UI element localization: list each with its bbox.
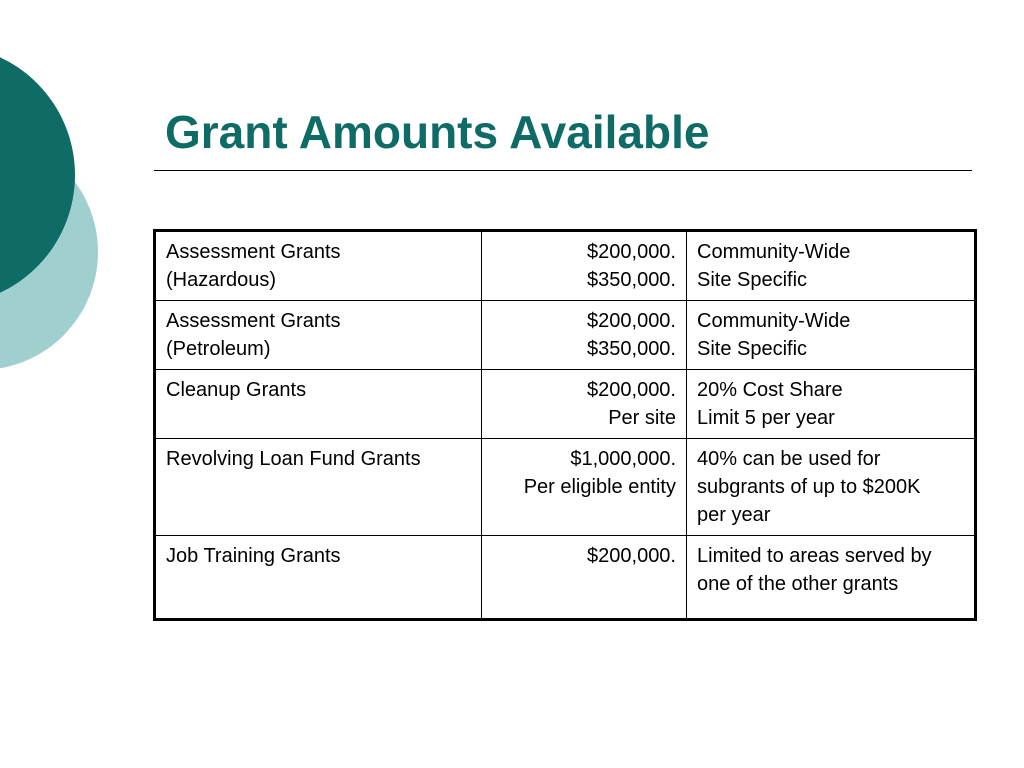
grant-amounts-table — [153, 229, 977, 621]
grant-name-cell — [155, 439, 482, 536]
grant-note-line: per year — [697, 504, 771, 526]
grant-amount-line: $1,000,000. — [570, 448, 676, 470]
grant-note-line: subgrants of up to $200K — [697, 476, 921, 498]
grant-amount-line: $200,000. — [587, 310, 676, 332]
grant-amount-line: $200,000. — [587, 545, 676, 567]
grant-amount-cell — [482, 231, 687, 301]
grant-note-line: Community-Wide — [697, 310, 851, 332]
grant-note-cell — [687, 536, 976, 620]
grant-amount-line: $350,000. — [587, 338, 676, 360]
grant-name-line: Assessment Grants — [166, 241, 341, 263]
table-row — [155, 231, 976, 301]
title-underline — [154, 170, 972, 171]
grant-amount-cell — [482, 370, 687, 439]
table-row — [155, 536, 976, 620]
table-row — [155, 439, 976, 536]
grant-note-cell — [687, 231, 976, 301]
grant-note-cell — [687, 439, 976, 536]
grant-note-line: one of the other grants — [697, 573, 899, 595]
grant-amount-cell — [482, 536, 687, 620]
grant-name-line: (Petroleum) — [166, 338, 271, 360]
grant-name-line: Assessment Grants — [166, 310, 341, 332]
grant-name-line: (Hazardous) — [166, 269, 277, 291]
table-row — [155, 370, 976, 439]
table-row — [155, 301, 976, 370]
grant-note-line: 40% can be used for — [697, 448, 881, 470]
grant-name-line: Revolving Loan Fund Grants — [166, 448, 421, 470]
grant-note-cell — [687, 301, 976, 370]
grant-amount-cell — [482, 301, 687, 370]
grant-name-line: Cleanup Grants — [166, 379, 307, 401]
grant-name-cell — [155, 370, 482, 439]
grant-amount-line: $200,000. — [587, 241, 676, 263]
grant-amount-line: Per eligible entity — [523, 476, 676, 498]
grant-name-line: Job Training Grants — [166, 545, 341, 567]
grant-note-line: Site Specific — [697, 269, 808, 291]
slide-title: Grant Amounts Available — [165, 106, 710, 158]
grant-name-cell — [155, 231, 482, 301]
grant-name-cell — [155, 536, 482, 620]
grant-note-line: 20% Cost Share — [697, 379, 843, 401]
decorative-circles — [0, 0, 110, 420]
grant-name-cell — [155, 301, 482, 370]
grant-amount-line: $350,000. — [587, 269, 676, 291]
grant-note-cell — [687, 370, 976, 439]
grant-note-line: Community-Wide — [697, 241, 851, 263]
grant-note-line: Site Specific — [697, 338, 808, 360]
grant-note-line: Limit 5 per year — [697, 407, 835, 429]
grant-amount-line: $200,000. — [587, 379, 676, 401]
grant-amount-cell — [482, 439, 687, 536]
grant-amount-line: Per site — [608, 407, 676, 429]
grant-note-line: Limited to areas served by — [697, 545, 932, 567]
